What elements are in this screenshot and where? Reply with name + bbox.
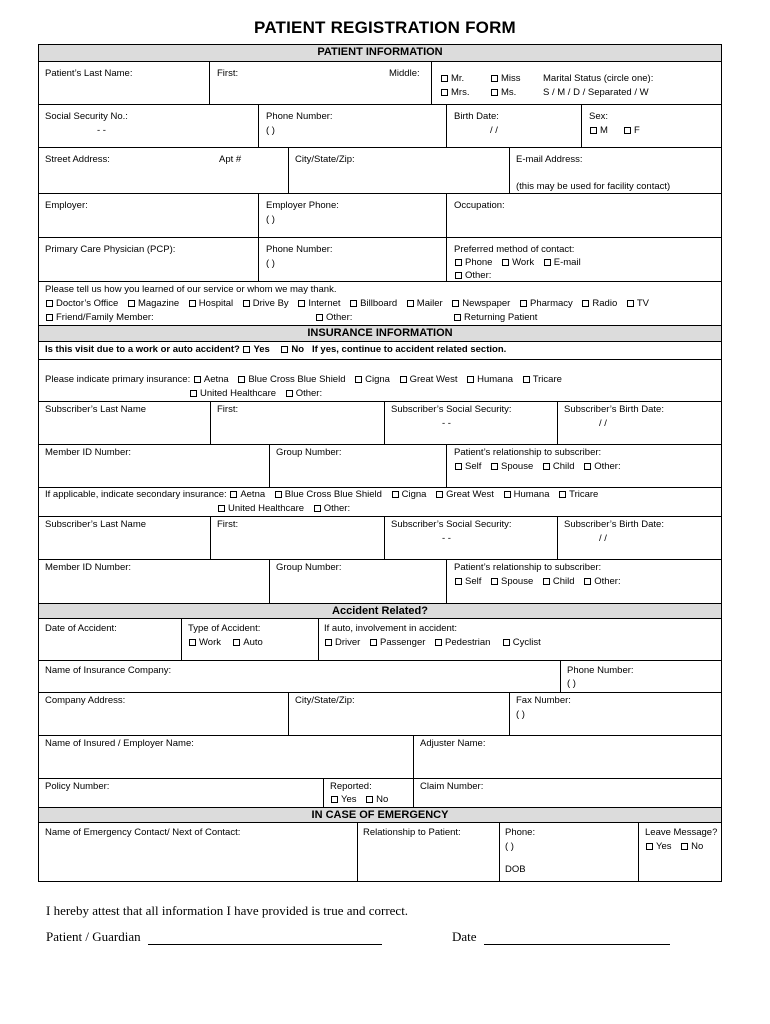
accident-type-label: Type of Accident:	[188, 623, 261, 634]
primary-insurance-row	[39, 360, 721, 402]
email-label: E-mail Address:	[516, 154, 583, 165]
referral-other-option[interactable]: Other:	[315, 312, 352, 324]
subscriber-first-label: First:	[217, 519, 239, 530]
checkbox-icon[interactable]	[392, 491, 399, 498]
ssn-label: Social Security No.:	[45, 111, 128, 122]
subscriber-birth-label: Subscriber’s Birth Date:	[564, 404, 664, 415]
sex-male-option[interactable]: M	[589, 125, 608, 137]
occupation-label: Occupation:	[454, 200, 505, 211]
referral-row	[39, 282, 721, 326]
accident-question-row	[39, 342, 721, 360]
marital-status-options[interactable]: S / M / D / Separated / W	[543, 87, 649, 98]
employer-row	[39, 194, 721, 238]
ssn-row	[39, 105, 721, 148]
fax-label: Fax Number:	[516, 695, 571, 706]
employer-phone-label: Employer Phone:	[266, 200, 339, 211]
secondary-member-row	[39, 560, 721, 604]
apt-label: Apt #	[219, 154, 242, 165]
checkbox-icon[interactable]	[355, 376, 362, 383]
address-row	[39, 148, 721, 194]
checkbox-icon[interactable]	[491, 463, 498, 470]
secondary-subscriber-row	[39, 517, 721, 560]
title-ms-option[interactable]: Ms.	[490, 87, 516, 99]
checkbox-icon[interactable]	[491, 89, 498, 96]
checkbox-icon[interactable]	[298, 300, 305, 307]
relationship-options[interactable]: Self Spouse Child Other:	[454, 461, 621, 473]
checkbox-icon[interactable]	[584, 578, 591, 585]
insured-label: Name of Insured / Employer Name:	[45, 738, 194, 749]
policy-number-label: Policy Number:	[45, 781, 110, 792]
form-title: PATIENT REGISTRATION FORM	[254, 18, 516, 37]
checkbox-icon[interactable]	[370, 639, 377, 646]
fax-parens: ( )	[516, 709, 525, 720]
claim-number-label: Claim Number:	[420, 781, 484, 792]
checkbox-icon[interactable]	[316, 314, 323, 321]
checkbox-icon[interactable]	[46, 300, 53, 307]
first-name-label: First:	[217, 68, 239, 79]
primary-insurance-options[interactable]: Please indicate primary insurance: Aetna Blue Cross Blue Shield Cigna Great West Humana Tricare	[45, 374, 562, 385]
emergency-relationship-label: Relationship to Patient:	[363, 827, 461, 838]
subscriber-first-label: First:	[217, 404, 239, 415]
returning-patient-option[interactable]: Returning Patient	[453, 312, 537, 324]
pcp-row	[39, 238, 721, 282]
subscriber-last-name-label: Subscriber’s Last Name	[45, 519, 147, 530]
reported-options[interactable]: Yes No	[330, 794, 388, 806]
secondary-insurance-options[interactable]: If applicable, indicate secondary insurance: Aetna Blue Cross Blue Shield Cigna Great West Humana Tricare	[45, 489, 599, 500]
relationship-options[interactable]: Self Spouse Child Other:	[454, 576, 621, 588]
subscriber-birth-separators: / /	[599, 418, 607, 429]
insured-row	[39, 736, 721, 779]
accident-type-options[interactable]: Work Auto	[188, 637, 263, 649]
insurance-company-row	[39, 661, 721, 693]
checkbox-icon[interactable]	[128, 300, 135, 307]
accident-row	[39, 619, 721, 661]
member-id-label: Member ID Number:	[45, 447, 132, 458]
marital-status-label: Marital Status (circle one):	[543, 73, 654, 84]
checkbox-icon[interactable]	[544, 259, 551, 266]
title-miss-option[interactable]: Miss	[490, 73, 521, 85]
phone-label: Phone Number:	[266, 111, 333, 122]
checkbox-icon[interactable]	[46, 314, 53, 321]
patient-name-row	[39, 62, 721, 105]
insurance-company-phone-parens: ( )	[567, 678, 576, 689]
checkbox-icon[interactable]	[523, 376, 530, 383]
checkbox-icon[interactable]	[543, 578, 550, 585]
birth-date-label: Birth Date:	[454, 111, 499, 122]
checkbox-icon[interactable]	[194, 376, 201, 383]
checkbox-icon[interactable]	[218, 505, 225, 512]
secondary-insurance-options-2[interactable]: United Healthcare Other:	[217, 503, 350, 515]
checkbox-icon[interactable]	[190, 390, 197, 397]
city-label: City/State/Zip:	[295, 154, 355, 165]
email-note: (this may be used for facility contact)	[516, 181, 671, 192]
checkbox-icon[interactable]	[435, 639, 442, 646]
checkbox-icon[interactable]	[582, 300, 589, 307]
preferred-contact-options[interactable]: Phone Work E-mail	[454, 257, 581, 269]
subscriber-ssn-label: Subscriber’s Social Security:	[391, 404, 512, 415]
policy-row	[39, 779, 721, 808]
primary-insurance-options-2[interactable]: United Healthcare Other:	[189, 388, 322, 400]
relationship-label: Patient’s relationship to subscriber:	[454, 447, 602, 458]
checkbox-icon[interactable]	[286, 390, 293, 397]
checkbox-icon[interactable]	[452, 300, 459, 307]
checkbox-icon[interactable]	[467, 376, 474, 383]
checkbox-icon[interactable]	[331, 796, 338, 803]
title-mr-option[interactable]: Mr.	[440, 73, 464, 85]
birth-date-separators: / /	[490, 125, 498, 136]
subscriber-ssn-separators: - -	[442, 418, 451, 429]
title-mrs-option[interactable]: Mrs.	[440, 87, 469, 99]
patient-info-header: PATIENT INFORMATION	[39, 45, 721, 62]
adjuster-label: Adjuster Name:	[420, 738, 486, 749]
emergency-row	[39, 823, 721, 881]
primary-subscriber-row	[39, 402, 721, 445]
checkbox-icon[interactable]	[627, 300, 634, 307]
checkbox-icon[interactable]	[590, 127, 597, 134]
checkbox-icon[interactable]	[455, 463, 462, 470]
checkbox-icon[interactable]	[238, 376, 245, 383]
checkbox-icon[interactable]	[454, 314, 461, 321]
emergency-dob-label: DOB	[505, 864, 526, 875]
checkbox-icon[interactable]	[681, 843, 688, 850]
attestation-text: I hereby attest that all information I have provided is true and correct.	[46, 903, 409, 918]
checkbox-icon[interactable]	[504, 491, 511, 498]
ssn-separators: - -	[97, 125, 106, 136]
leave-message-options[interactable]: Yes No	[645, 841, 703, 853]
checkbox-icon[interactable]	[455, 259, 462, 266]
primary-member-row	[39, 445, 721, 488]
checkbox-icon[interactable]	[243, 300, 250, 307]
checkbox-icon[interactable]	[646, 843, 653, 850]
referral-question: Please tell us how you learned of our service or whom we may thank.	[45, 284, 337, 295]
checkbox-icon[interactable]	[502, 259, 509, 266]
checkbox-icon[interactable]	[584, 463, 591, 470]
checkbox-icon[interactable]	[491, 75, 498, 82]
last-name-label: Patient’s Last Name:	[45, 68, 133, 79]
checkbox-icon[interactable]	[243, 346, 250, 353]
date-signature-line[interactable]: Date	[452, 929, 670, 945]
checkbox-icon[interactable]	[455, 578, 462, 585]
company-city-label: City/State/Zip:	[295, 695, 355, 706]
relationship-label: Patient’s relationship to subscriber:	[454, 562, 602, 573]
checkbox-icon[interactable]	[559, 491, 566, 498]
preferred-contact-other[interactable]: Other:	[454, 270, 491, 282]
reported-label: Reported:	[330, 781, 372, 792]
emergency-phone-parens: ( )	[505, 841, 514, 852]
accident-question: Is this visit due to a work or auto accident? Yes No If yes, continue to accident related section.	[45, 344, 507, 355]
checkbox-icon[interactable]	[520, 300, 527, 307]
company-address-label: Company Address:	[45, 695, 126, 706]
checkbox-icon[interactable]	[503, 639, 510, 646]
emergency-header: IN CASE OF EMERGENCY	[39, 808, 721, 823]
street-label: Street Address:	[45, 154, 110, 165]
checkbox-icon[interactable]	[366, 796, 373, 803]
checkbox-icon[interactable]	[441, 89, 448, 96]
preferred-contact-label: Preferred method of contact:	[454, 244, 575, 255]
checkbox-icon[interactable]	[491, 578, 498, 585]
checkbox-icon[interactable]	[455, 272, 462, 279]
company-address-row	[39, 693, 721, 736]
subscriber-birth-separators: / /	[599, 533, 607, 544]
involvement-label: If auto, involvement in accident:	[324, 623, 458, 634]
group-number-label: Group Number:	[276, 447, 342, 458]
phone-parens: ( )	[266, 125, 275, 136]
checkbox-icon[interactable]	[189, 300, 196, 307]
pcp-phone-parens: ( )	[266, 258, 275, 269]
secondary-insurance-row	[39, 488, 721, 517]
checkbox-icon[interactable]	[325, 639, 332, 646]
checkbox-icon[interactable]	[441, 75, 448, 82]
checkbox-icon[interactable]	[314, 505, 321, 512]
subscriber-last-name-label: Subscriber’s Last Name	[45, 404, 147, 415]
accident-header: Accident Related?	[39, 604, 721, 619]
emergency-contact-label: Name of Emergency Contact/ Next of Contact:	[45, 827, 241, 838]
checkbox-icon[interactable]	[624, 127, 631, 134]
checkbox-icon[interactable]	[189, 639, 196, 646]
patient-signature-line[interactable]: Patient / Guardian	[46, 929, 382, 945]
checkbox-icon[interactable]	[281, 346, 288, 353]
insurance-company-phone-label: Phone Number:	[567, 665, 634, 676]
sex-label: Sex:	[589, 111, 609, 122]
checkbox-icon[interactable]	[400, 376, 407, 383]
referral-sources[interactable]: Doctor’s Office Magazine Hospital Drive By Internet Billboard Mailer Newspaper Pharmacy Radio TV	[45, 298, 649, 310]
subscriber-ssn-label: Subscriber’s Social Security:	[391, 519, 512, 530]
checkbox-icon[interactable]	[233, 639, 240, 646]
leave-message-label: Leave Message?	[645, 827, 718, 838]
involvement-options[interactable]: Driver Passenger Pedestrian Cyclist	[324, 637, 541, 649]
checkbox-icon[interactable]	[407, 300, 414, 307]
employer-phone-parens: ( )	[266, 214, 275, 225]
member-id-label: Member ID Number:	[45, 562, 132, 573]
middle-name-label: Middle:	[389, 68, 420, 79]
checkbox-icon[interactable]	[436, 491, 443, 498]
subscriber-ssn-separators: - -	[442, 533, 451, 544]
subscriber-birth-label: Subscriber’s Birth Date:	[564, 519, 664, 530]
referral-friend-option[interactable]: Friend/Family Member:	[45, 312, 154, 324]
checkbox-icon[interactable]	[230, 491, 237, 498]
checkbox-icon[interactable]	[543, 463, 550, 470]
checkbox-icon[interactable]	[350, 300, 357, 307]
pcp-label: Primary Care Physician (PCP):	[45, 244, 176, 255]
registration-form	[38, 44, 722, 882]
group-number-label: Group Number:	[276, 562, 342, 573]
insurance-company-label: Name of Insurance Company:	[45, 665, 172, 676]
insurance-info-header: INSURANCE INFORMATION	[39, 326, 721, 342]
employer-label: Employer:	[45, 200, 88, 211]
checkbox-icon[interactable]	[275, 491, 282, 498]
pcp-phone-label: Phone Number:	[266, 244, 333, 255]
emergency-phone-label: Phone:	[505, 827, 536, 838]
sex-female-option[interactable]: F	[623, 125, 640, 137]
accident-date-label: Date of Accident:	[45, 623, 117, 634]
